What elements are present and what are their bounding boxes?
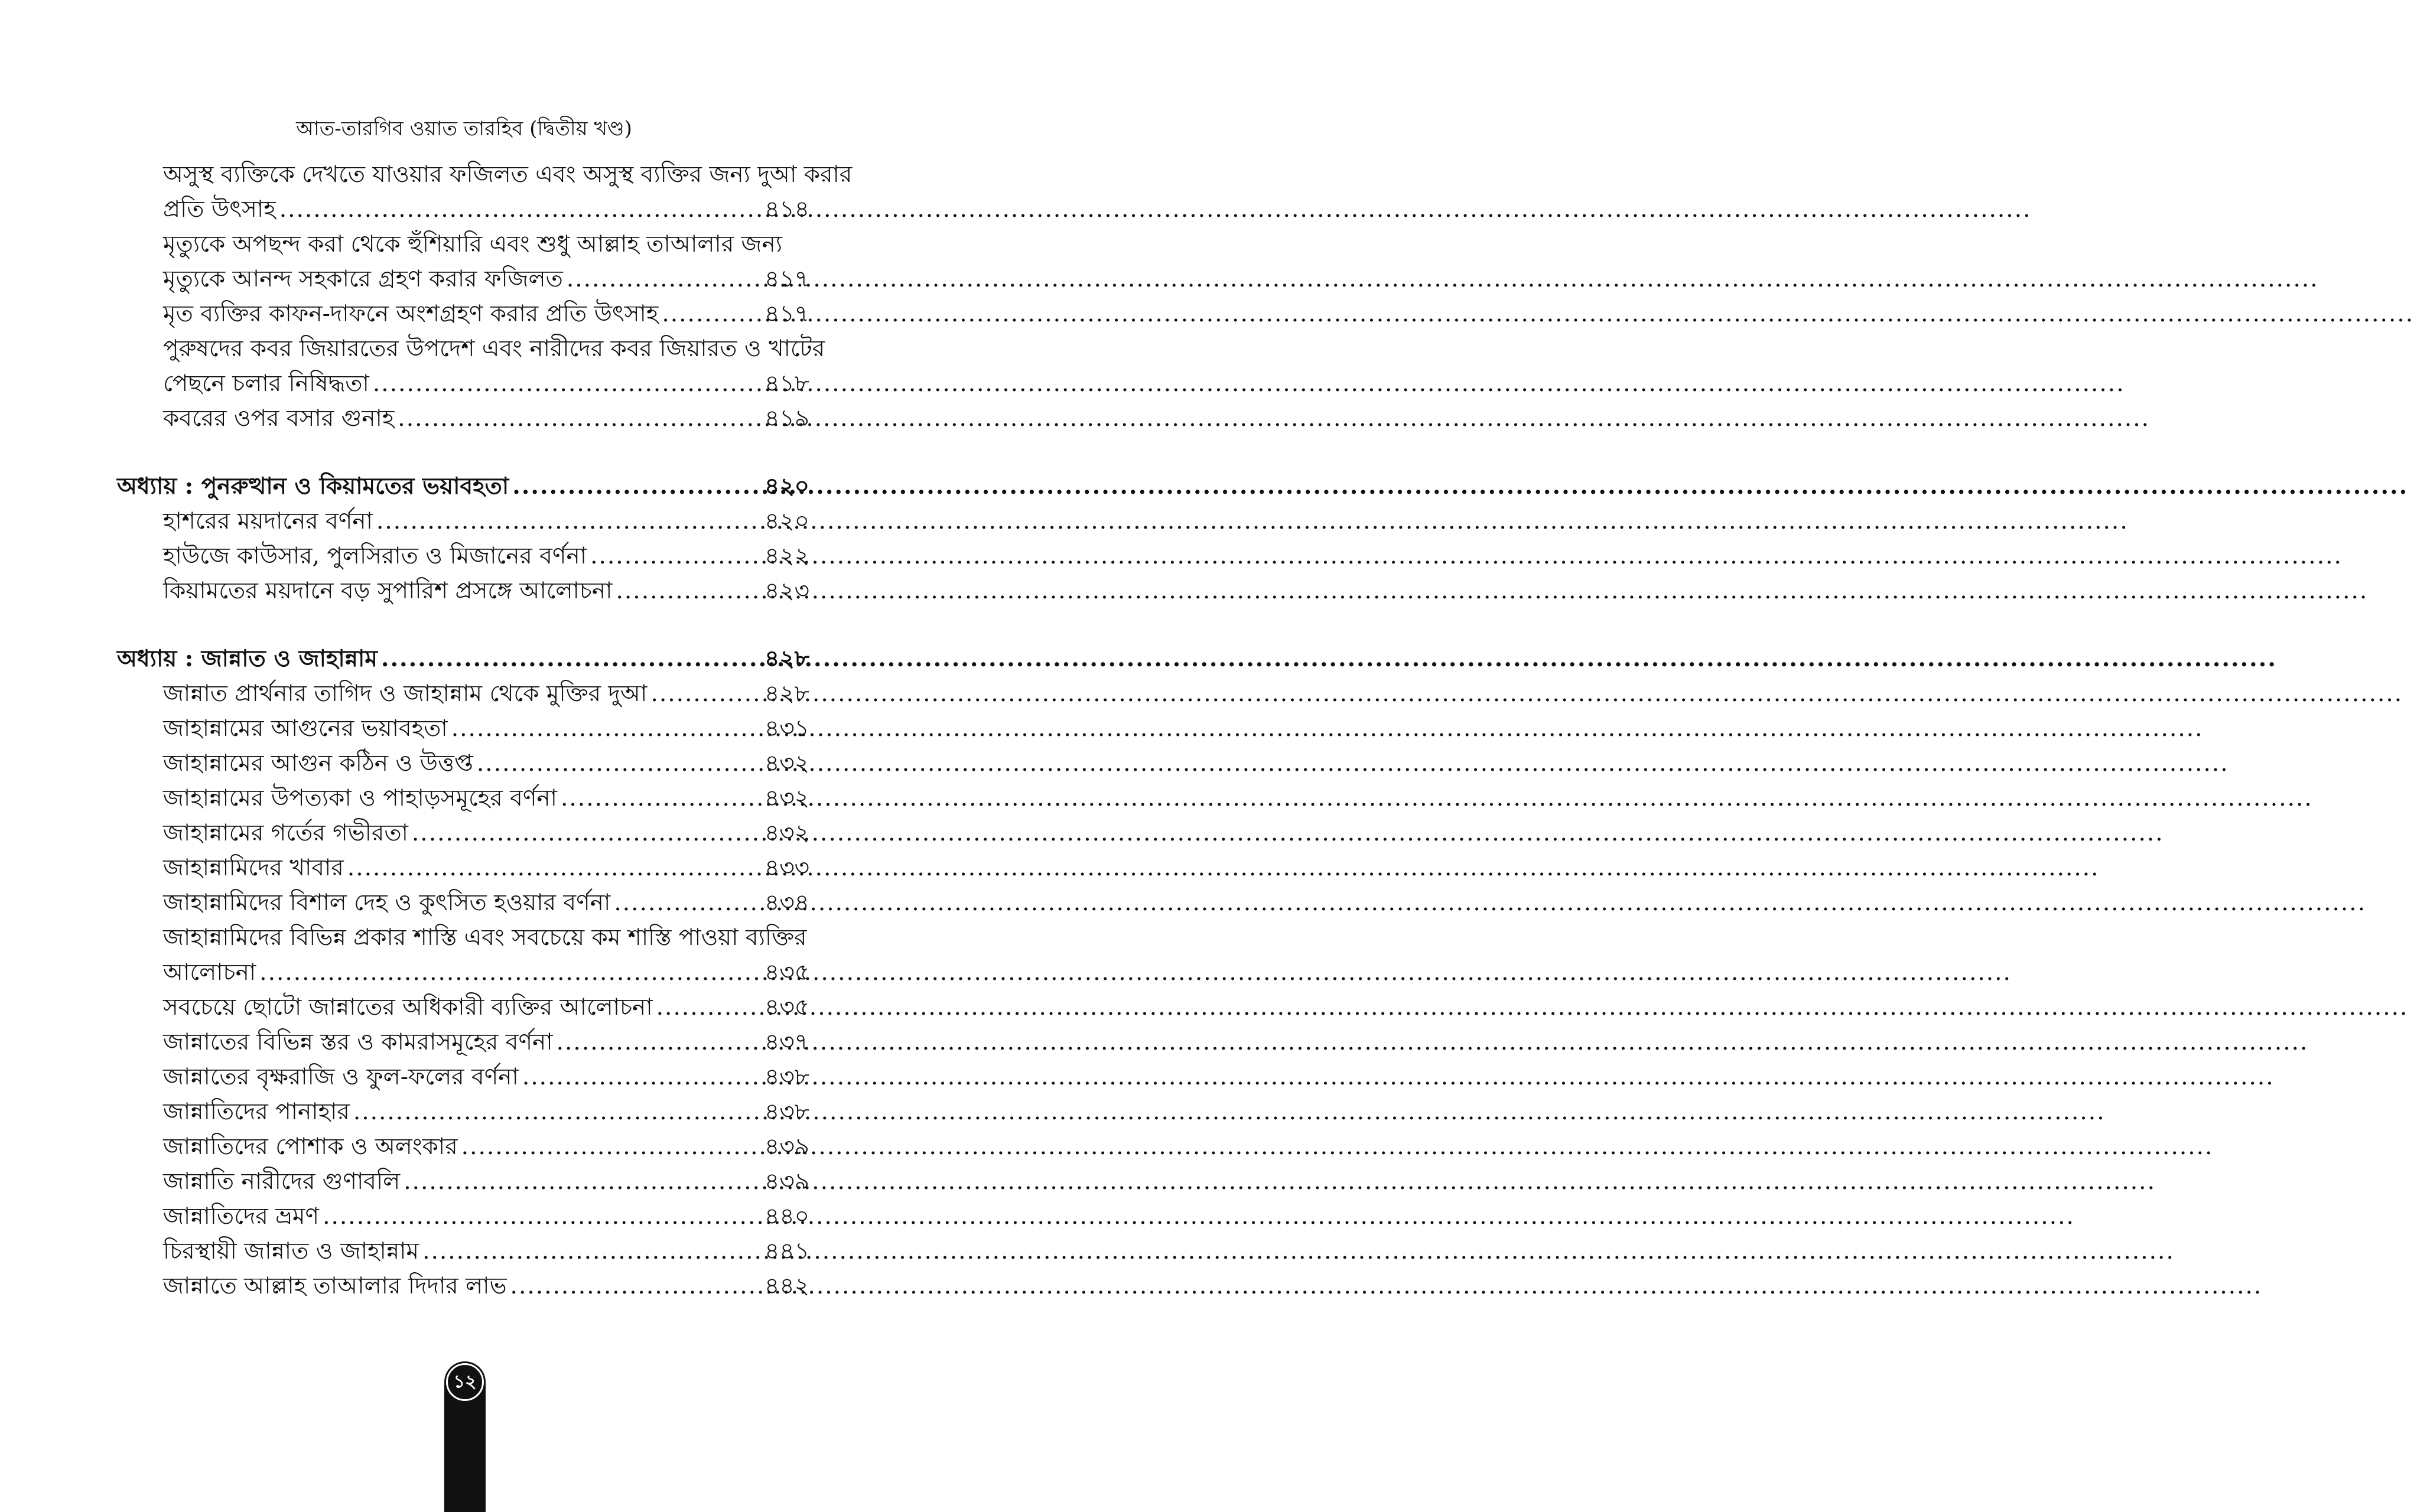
chapter-row	[117, 469, 809, 504]
dot-leader	[477, 746, 761, 781]
toc-entry-title: জান্নাতি নারীদের গুণাবলি	[163, 1168, 401, 1195]
dot-leader	[451, 711, 761, 746]
toc-entry-row	[163, 1234, 809, 1269]
toc-entry-row	[163, 366, 809, 401]
dot-leader	[461, 1129, 761, 1164]
toc-entry	[117, 296, 809, 331]
toc-page-number: ৪১৮	[764, 370, 809, 397]
toc-entry-title: কিয়ামতের ময়দানে বড় সুপারিশ প্রসঙ্গে আলোচনা	[163, 578, 613, 604]
dot-leader	[422, 1234, 761, 1269]
toc-entry-row	[163, 955, 809, 990]
toc-entry-row	[163, 1269, 809, 1304]
dot-leader	[590, 539, 761, 573]
toc-entry-row	[163, 1060, 809, 1094]
dot-leader	[567, 262, 761, 296]
toc-entry-line: মৃত্যুকে অপছন্দ করা থেকে হুঁশিয়ারি এবং শুধু আল্লাহ তাআলার জন্য	[163, 231, 783, 258]
chapter-page-number: ৪২৮	[764, 645, 809, 672]
toc-entry	[117, 157, 853, 227]
chapter-title: অধ্যায় : জান্নাত ও জাহান্নাম	[117, 645, 378, 672]
toc-entry	[117, 781, 809, 816]
dot-leader	[376, 504, 761, 539]
toc-page-number: ৪৩২	[764, 785, 809, 812]
toc-entry	[117, 676, 809, 711]
dot-leader	[353, 1094, 761, 1129]
toc-entry	[117, 1094, 809, 1129]
dot-leader	[412, 816, 761, 850]
toc-page-number: ৪১৯	[764, 405, 809, 432]
toc-entry-row	[163, 990, 809, 1025]
toc-entry	[117, 331, 825, 401]
toc-page-number: ৪৩৫	[764, 994, 809, 1021]
toc-entry	[117, 539, 809, 573]
toc-entry	[117, 1025, 809, 1060]
toc-entry	[117, 850, 809, 885]
running-header: আত-তারগিব ওয়াত তারহিব (দ্বিতীয় খণ্ড)	[296, 117, 632, 141]
toc-entry-title: জান্নাতের বৃক্ষরাজি ও ফুল-ফলের বর্ণনা	[163, 1064, 519, 1090]
toc-page-number: ৪৩৯	[764, 1133, 809, 1160]
toc-entry-title: জাহান্নামের আগুনের ভয়াবহতা	[163, 715, 448, 742]
toc-entry-row	[163, 781, 809, 816]
toc-entry-row	[163, 746, 809, 781]
toc-entry	[117, 1269, 809, 1304]
toc-page-number: ৪৩৪	[764, 889, 809, 916]
toc-page-number: ৪৩২	[764, 820, 809, 846]
toc-page-number: ৪৩১	[764, 715, 809, 742]
dot-leader	[373, 366, 761, 401]
toc-page-number: ৪১৪	[764, 196, 809, 223]
toc-entry	[117, 990, 809, 1025]
toc-entry-row	[163, 262, 809, 296]
toc-page-number: ৪৩৯	[764, 1168, 809, 1195]
toc-entry	[117, 711, 809, 746]
toc-page-number: ৪৪০	[764, 1203, 809, 1230]
toc-entry-row	[163, 401, 809, 436]
toc-entry-title: চিরস্থায়ী জান্নাত ও জাহান্নাম	[163, 1238, 419, 1265]
toc-entry-title: জাহান্নামের উপত্যকা ও পাহাড়সমূহের বর্ণনা	[163, 785, 557, 812]
toc-entry-line: পুরুষদের কবর জিয়ারতের উপদেশ এবং নারীদের কবর জিয়ারত ও খাটের	[163, 335, 825, 362]
dot-leader	[512, 469, 761, 504]
toc-entry-row	[163, 192, 809, 227]
dot-leader	[616, 573, 761, 608]
toc-entry-title: জান্নাত প্রার্থনার তাগিদ ও জাহান্নাম থেকে মুক্তির দুআ	[163, 680, 648, 707]
toc-page-number: ৪৩২	[764, 750, 809, 777]
toc-entry-title: জাহান্নামের আগুন কঠিন ও উত্তপ্ত	[163, 750, 473, 777]
table-of-contents	[117, 157, 853, 1304]
toc-entry-title: জান্নাতে আল্লাহ তাআলার দিদার লাভ	[163, 1273, 507, 1299]
toc-entry-row	[163, 1129, 809, 1164]
toc-entry-title: জাহান্নামিদের বিশাল দেহ ও কুৎসিত হওয়ার বর্ণনা	[163, 889, 611, 916]
chapter-title: অধ্যায় : পুনরুত্থান ও কিয়ামতের ভয়াবহতা	[117, 472, 509, 500]
toc-page-number: ৪২৩	[764, 578, 809, 604]
toc-entry-title: কবরের ওপর বসার গুনাহ	[163, 405, 395, 432]
toc-entry	[117, 1060, 809, 1094]
toc-entry-title: মৃত্যুকে আনন্দ সহকারে গ্রহণ করার ফজিলত	[163, 266, 563, 292]
toc-entry-row	[163, 539, 809, 573]
toc-entry-title: হাউজে কাউসার, পুলসিরাত ও মিজানের বর্ণনা	[163, 543, 587, 569]
toc-entry-line: অসুস্থ ব্যক্তিকে দেখতে যাওয়ার ফজিলত এবং অসুস্থ ব্যক্তির জন্য দুআ করার	[163, 161, 853, 188]
toc-page-number: ৪১৭	[764, 266, 809, 292]
toc-page-number: ৪৩৮	[764, 1099, 809, 1125]
toc-entry	[117, 401, 809, 436]
toc-entry-title: আলোচনা	[163, 959, 256, 986]
toc-entry-title: জান্নাতের বিভিন্ন স্তর ও কামরাসমূহের বর্ণনা	[163, 1029, 553, 1055]
chapter-heading	[117, 469, 809, 504]
toc-page-number: ৪২২	[764, 543, 809, 569]
toc-entry-row	[163, 711, 809, 746]
chapter-page-number: ৪২০	[764, 472, 809, 500]
toc-entry-row	[163, 676, 809, 711]
toc-entry-row	[163, 504, 809, 539]
page-number: ১২	[446, 1363, 484, 1401]
toc-entry	[117, 227, 809, 296]
toc-entry-title: জাহান্নামের গর্তের গভীরতা	[163, 820, 408, 846]
toc-entry-row	[163, 1164, 809, 1199]
toc-page-number: ৪২৮	[764, 680, 809, 707]
toc-entry-row	[163, 573, 809, 608]
toc-entry-title: মৃত ব্যক্তির কাফন-দাফনে অংশগ্রহণ করার প্রতি উৎসাহ	[163, 301, 659, 327]
dot-leader	[259, 955, 761, 990]
toc-page-number: ৪১৭	[764, 301, 809, 327]
toc-page-number: ৪৩৮	[764, 1064, 809, 1090]
toc-entry-title: হাশরের ময়দানের বর্ণনা	[163, 508, 373, 535]
dot-leader	[561, 781, 761, 816]
toc-entry-row	[163, 850, 809, 885]
toc-entry-row	[163, 1025, 809, 1060]
toc-entry	[117, 573, 809, 608]
dot-leader	[347, 850, 761, 885]
dot-leader	[279, 192, 761, 227]
toc-page-number: ৪৩৫	[764, 959, 809, 986]
toc-entry-title: প্রতি উৎসাহ	[163, 196, 276, 223]
dot-leader	[381, 641, 761, 676]
chapter-heading	[117, 641, 809, 676]
toc-page-number: ৪৩৭	[764, 1029, 809, 1055]
dot-leader	[398, 401, 761, 436]
toc-entry-title: জান্নাতিদের পানাহার	[163, 1099, 350, 1125]
toc-entry-row	[163, 1199, 809, 1234]
toc-page-number: ৪৪১	[764, 1238, 809, 1265]
toc-entry-title: জান্নাতিদের পোশাক ও অলংকার	[163, 1133, 458, 1160]
toc-entry-title: সবচেয়ে ছোটো জান্নাতের অধিকারী ব্যক্তির আলোচনা	[163, 994, 653, 1021]
toc-entry-row	[163, 816, 809, 850]
dot-leader	[557, 1025, 761, 1060]
toc-entry	[117, 1164, 809, 1199]
dot-leader	[656, 990, 761, 1025]
toc-entry	[117, 1129, 809, 1164]
toc-entry-line: জাহান্নামিদের বিভিন্ন প্রকার শাস্তি এবং সবচেয়ে কম শাস্তি পাওয়া ব্যক্তির	[163, 924, 807, 951]
toc-entry-row	[163, 296, 809, 331]
toc-page-number: ৪২০	[764, 508, 809, 535]
section-gap	[117, 608, 809, 641]
toc-entry	[117, 816, 809, 850]
toc-entry-row	[163, 885, 809, 920]
toc-entry	[117, 504, 809, 539]
toc-entry-title: পেছনে চলার নিষিদ্ধতা	[163, 370, 369, 397]
dot-leader	[404, 1164, 761, 1199]
toc-entry-title: জাহান্নামিদের খাবার	[163, 855, 344, 881]
toc-entry	[117, 885, 809, 920]
dot-leader	[510, 1269, 761, 1304]
toc-entry-title: জান্নাতিদের ভ্রমণ	[163, 1203, 320, 1230]
toc-entry	[117, 746, 809, 781]
toc-page-number: ৪৩৩	[764, 855, 809, 881]
toc-entry	[117, 1234, 809, 1269]
dot-leader	[323, 1199, 761, 1234]
toc-entry-row	[163, 1094, 809, 1129]
dot-leader	[522, 1060, 761, 1094]
dot-leader	[662, 296, 761, 331]
chapter-row	[117, 641, 809, 676]
toc-entry	[117, 920, 809, 990]
dot-leader	[614, 885, 761, 920]
page-number-tab	[444, 1361, 486, 1512]
dot-leader	[650, 676, 761, 711]
toc-page-number: ৪৪২	[764, 1273, 809, 1299]
toc-entry	[117, 1199, 809, 1234]
section-gap	[117, 436, 809, 469]
